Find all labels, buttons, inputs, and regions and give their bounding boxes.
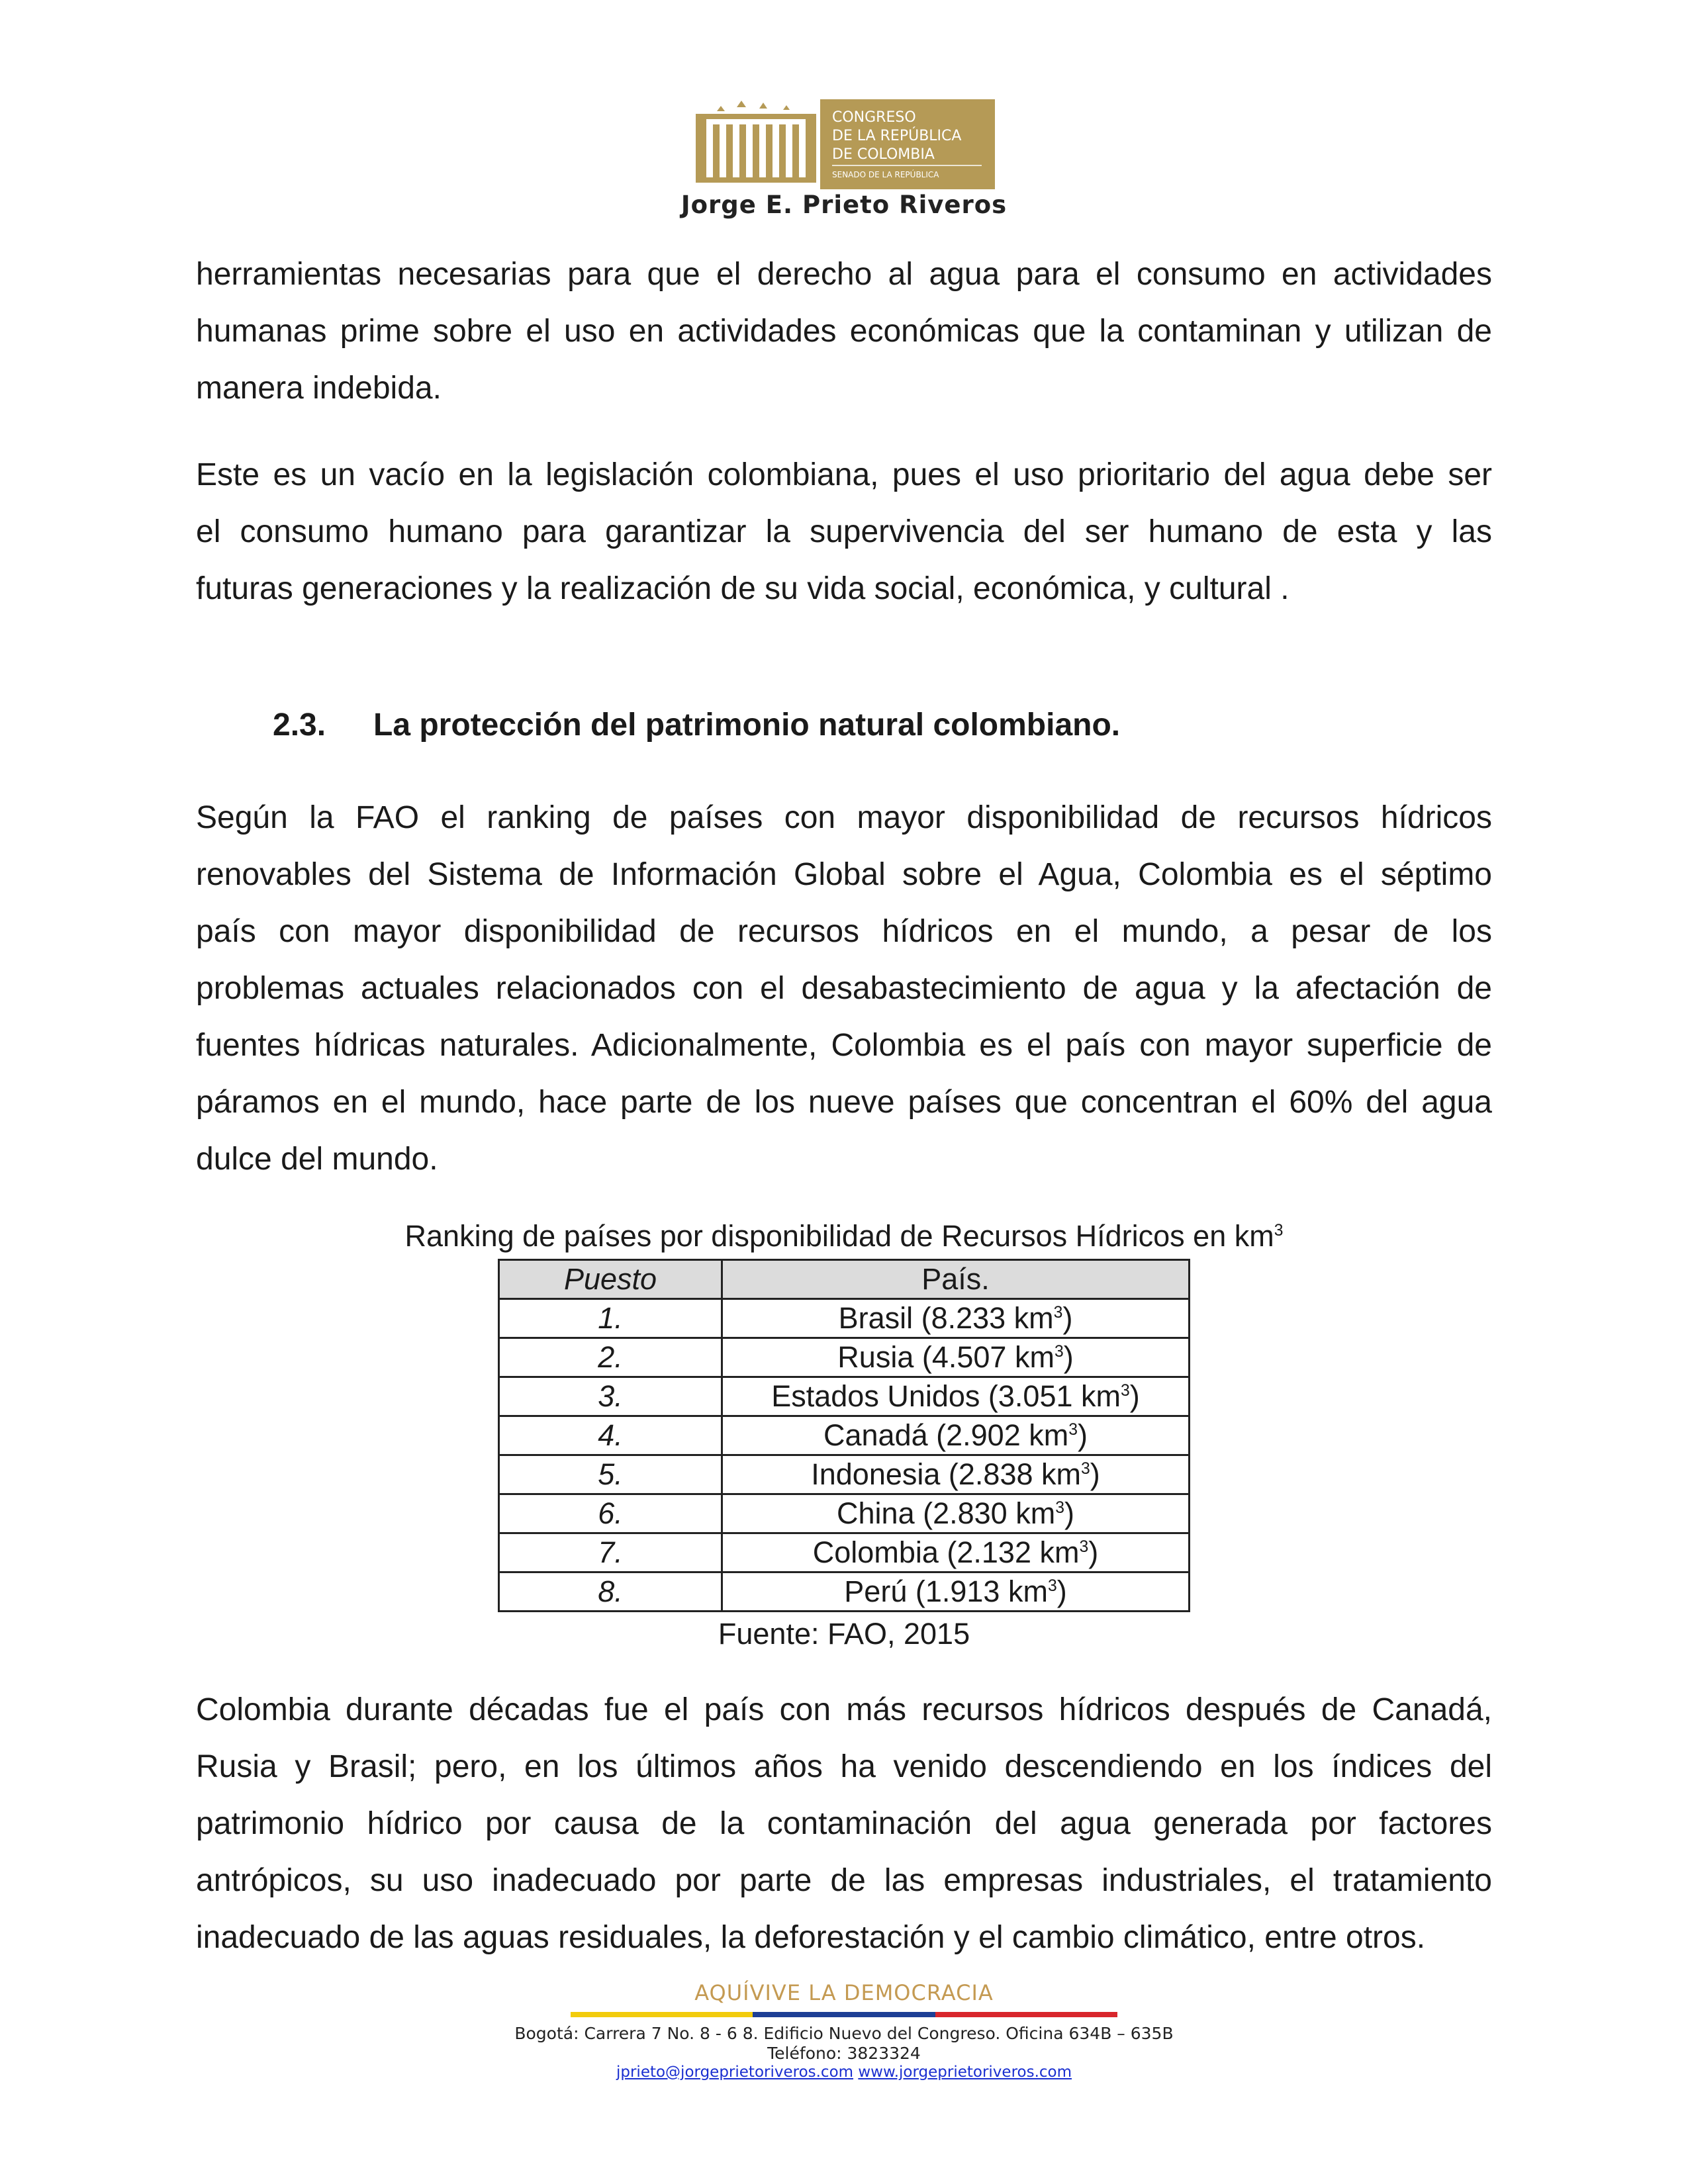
country-text: Indonesia (2.838 km: [811, 1457, 1081, 1491]
text-line: futuras generaciones y la realización de su vida social, económica, y cultural .: [196, 571, 1289, 606]
svg-text:DE LA REPÚBLICA: DE LA REPÚBLICA: [832, 128, 962, 144]
country-text: Rusia (4.507 km: [837, 1340, 1055, 1374]
rank-cell: 7.: [499, 1533, 722, 1572]
text-line: el consumo humano para garantizar la supervivencia del ser humano de esta y las: [196, 514, 1492, 549]
author-name: Jorge E. Prieto Riveros: [680, 191, 1008, 219]
closing-paren: ): [1088, 1535, 1099, 1569]
caption-superscript: 3: [1274, 1222, 1284, 1240]
rank-cell: 2.: [499, 1338, 722, 1377]
text-line: Rusia y Brasil; pero, en los últimos años ha venido descendiendo en los índices del: [196, 1749, 1492, 1784]
paragraph-1: [196, 246, 1492, 417]
text-line: renovables del Sistema de Información Global sobre el Agua, Colombia es el séptimo: [196, 857, 1492, 892]
svg-text:DE COLOMBIA: DE COLOMBIA: [832, 146, 935, 163]
text-line: Según la FAO el ranking de países con mayor disponibilidad de recursos hídricos: [196, 800, 1492, 835]
flag-band-blue: [753, 2012, 935, 2017]
unit-superscript: 3: [1121, 1382, 1130, 1400]
unit-superscript: 3: [1068, 1421, 1078, 1439]
unit-superscript: 3: [1079, 1538, 1089, 1556]
table-row: [499, 1572, 1190, 1612]
flag-band-red: [935, 2012, 1117, 2017]
paragraph-3: [196, 790, 1492, 1188]
country-cell: [722, 1494, 1190, 1533]
text-line: inadecuado de las aguas residuales, la deforestación y el cambio climático, entre otros.: [196, 1920, 1426, 1955]
text-line: manera indebida.: [196, 371, 442, 406]
rank-cell: 5.: [499, 1455, 722, 1494]
text-line: páramos en el mundo, hace parte de los nueve países que concentran el 60% del agua: [196, 1085, 1492, 1120]
text-line: país con mayor disponibilidad de recursos hídricos en el mundo, a pesar de los: [196, 914, 1492, 949]
country-cell: [722, 1416, 1190, 1455]
website-link[interactable]: www.jorgeprietoriveros.com: [858, 2064, 1072, 2081]
unit-superscript: 3: [1053, 1304, 1063, 1322]
unit-superscript: 3: [1080, 1460, 1090, 1478]
country-text: Brasil (8.233 km: [838, 1301, 1054, 1335]
unit-superscript: 3: [1047, 1577, 1057, 1595]
text-line: antrópicos, su uso inadecuado por parte de las empresas industriales, el tratamiento: [196, 1863, 1492, 1898]
country-cell: [722, 1572, 1190, 1612]
section-title: La protección del patrimonio natural colombiano.: [373, 707, 1121, 743]
footer-address: Bogotá: Carrera 7 No. 8 - 6 8. Edificio Nuevo del Congreso. Oficina 634B – 635B: [514, 2024, 1174, 2043]
table-row: [499, 1533, 1190, 1572]
closing-paren: ): [1064, 1496, 1074, 1530]
header-puesto: Puesto: [499, 1260, 722, 1299]
unit-superscript: 3: [1055, 1499, 1064, 1517]
svg-text:CONGRESO: CONGRESO: [832, 109, 916, 126]
table-caption: [0, 1219, 1688, 1253]
congress-logo: [690, 99, 995, 189]
paragraph-4: [196, 1682, 1492, 1966]
text-line: patrimonio hídrico por causa de la contaminación del agua generada por factores: [196, 1806, 1492, 1841]
section-heading: [273, 707, 1120, 743]
rank-cell: 3.: [499, 1377, 722, 1416]
text-line: dulce del mundo.: [196, 1142, 438, 1177]
table-row: [499, 1377, 1190, 1416]
footer-phone: Teléfono: 3823324: [767, 2044, 921, 2063]
rank-cell: 4.: [499, 1416, 722, 1455]
country-cell: [722, 1377, 1190, 1416]
table-row: [499, 1416, 1190, 1455]
country-cell: [722, 1533, 1190, 1572]
country-text: China (2.830 km: [837, 1496, 1056, 1530]
country-cell: [722, 1338, 1190, 1377]
unit-superscript: 3: [1054, 1343, 1064, 1361]
section-number: 2.3.: [273, 707, 326, 743]
closing-paren: ): [1129, 1379, 1140, 1413]
email-link[interactable]: jprieto@jorgeprietoriveros.com: [616, 2064, 854, 2081]
country-text: Estados Unidos (3.051 km: [771, 1379, 1121, 1413]
text-line: problemas actuales relacionados con el desabastecimiento de agua y la afectación de: [196, 971, 1492, 1006]
text-line: Este es un vacío en la legislación colombiana, pues el uso prioritario del agua debe ser: [196, 457, 1492, 492]
rank-cell: 6.: [499, 1494, 722, 1533]
ranking-table: [498, 1259, 1190, 1612]
country-text: Perú (1.913 km: [844, 1574, 1048, 1608]
rank-cell: 1.: [499, 1299, 722, 1338]
text-line: herramientas necesarias para que el derecho al agua para el consumo en actividades: [196, 257, 1492, 292]
closing-paren: ): [1062, 1301, 1073, 1335]
text-line: humanas prime sobre el uso en actividades económicas que la contaminan y utilizan de: [196, 314, 1492, 349]
flag-color-bar: [571, 2012, 1117, 2017]
flag-band-yellow: [571, 2012, 753, 2017]
country-cell: [722, 1299, 1190, 1338]
closing-paren: ): [1077, 1418, 1088, 1452]
text-line: Colombia durante décadas fue el país con más recursos hídricos después de Canadá,: [196, 1692, 1492, 1727]
footer-links: [0, 2064, 1688, 2081]
footer-motto: AQUÍVIVE LA DEMOCRACIA: [694, 1980, 994, 2005]
table-source: Fuente: FAO, 2015: [718, 1617, 970, 1651]
paragraph-2: [196, 447, 1492, 617]
country-text: Canadá (2.902 km: [823, 1418, 1069, 1452]
closing-paren: ): [1056, 1574, 1067, 1608]
capitol-building-icon: [690, 99, 995, 189]
header-pais: País.: [722, 1260, 1190, 1299]
svg-text:SENADO DE LA REPÚBLICA: SENADO DE LA REPÚBLICA: [832, 170, 939, 179]
table-row: [499, 1338, 1190, 1377]
table-row: [499, 1455, 1190, 1494]
text-line: fuentes hídricas naturales. Adicionalmente, Colombia es el país con mayor superficie de: [196, 1028, 1492, 1063]
country-cell: [722, 1455, 1190, 1494]
rank-cell: 8.: [499, 1572, 722, 1612]
table-row: [499, 1299, 1190, 1338]
closing-paren: ): [1063, 1340, 1074, 1374]
table-caption-text: Ranking de países por disponibilidad de Recursos Hídricos en km: [404, 1219, 1274, 1253]
country-text: Colombia (2.132 km: [812, 1535, 1080, 1569]
table-header-row: [499, 1260, 1190, 1299]
table-row: [499, 1494, 1190, 1533]
closing-paren: ): [1090, 1457, 1100, 1491]
